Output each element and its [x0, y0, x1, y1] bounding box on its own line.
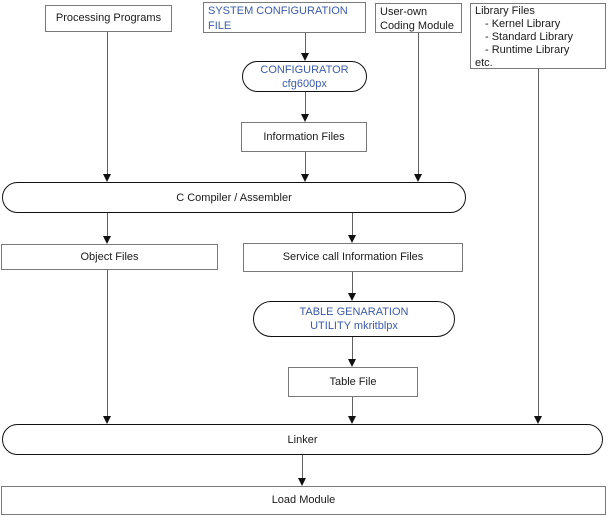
node-table-file	[288, 367, 418, 397]
node-information-files	[241, 122, 367, 152]
node-library-files	[470, 3, 606, 69]
library-files-item: - Standard Library	[485, 31, 574, 43]
arrow-object-files-to-linker	[103, 270, 112, 424]
arrow-compiler-to-service-call-files	[348, 213, 357, 243]
node-linker	[2, 424, 603, 455]
node-label: Processing Programs	[55, 12, 162, 24]
arrow-table-file-to-linker	[348, 397, 357, 424]
node-system-configuration-file	[203, 2, 366, 33]
node-c-compiler-assembler	[2, 182, 466, 213]
node-label: Object Files	[80, 250, 139, 263]
node-label-line: TABLE GENARATION	[299, 306, 409, 318]
arrow-table-utility-to-table-file	[348, 337, 357, 367]
arrow-information-files-to-compiler	[301, 152, 310, 182]
library-files-title: Library Files	[475, 5, 535, 17]
node-label-line: CONFIGURATOR	[260, 63, 349, 76]
node-label: Service call Information Files	[282, 251, 424, 263]
node-label: Linker	[287, 433, 318, 446]
arrow-user-coding-module-to-compiler	[414, 33, 423, 182]
node-configurator	[242, 61, 367, 92]
node-service-call-information-files	[243, 243, 463, 272]
node-label: Load Module	[271, 494, 336, 506]
node-user-own-coding-module	[375, 3, 462, 33]
node-label: Information Files	[263, 130, 345, 143]
library-files-item: - Kernel Library	[485, 18, 561, 30]
node-table-generation-utility	[253, 301, 455, 337]
node-label-line: cfg600px	[282, 77, 327, 90]
node-load-module	[1, 486, 606, 515]
node-label: C Compiler / Assembler	[176, 191, 292, 204]
node-processing-programs	[45, 5, 172, 32]
node-label-line: User-own	[380, 6, 428, 18]
node-label-line: Coding Module	[380, 20, 454, 32]
library-files-item: - Runtime Library	[485, 44, 570, 56]
node-label-line: SYSTEM CONFIGURATION	[208, 5, 348, 17]
arrow-processing-programs-to-compiler	[103, 32, 112, 182]
library-files-footer: etc.	[475, 57, 493, 69]
arrow-library-files-to-linker	[534, 69, 543, 424]
arrow-service-call-files-to-table-utility	[348, 272, 357, 301]
node-object-files	[1, 244, 218, 270]
arrow-compiler-to-object-files	[103, 213, 112, 244]
arrow-linker-to-load-module	[298, 455, 307, 486]
arrow-system-config-to-configurator	[301, 33, 310, 61]
arrow-configurator-to-information-files	[301, 92, 310, 122]
node-label-line: FILE	[208, 20, 232, 32]
node-label: Table File	[329, 375, 377, 388]
node-label-line: UTILITY mkritblpx	[310, 320, 398, 332]
